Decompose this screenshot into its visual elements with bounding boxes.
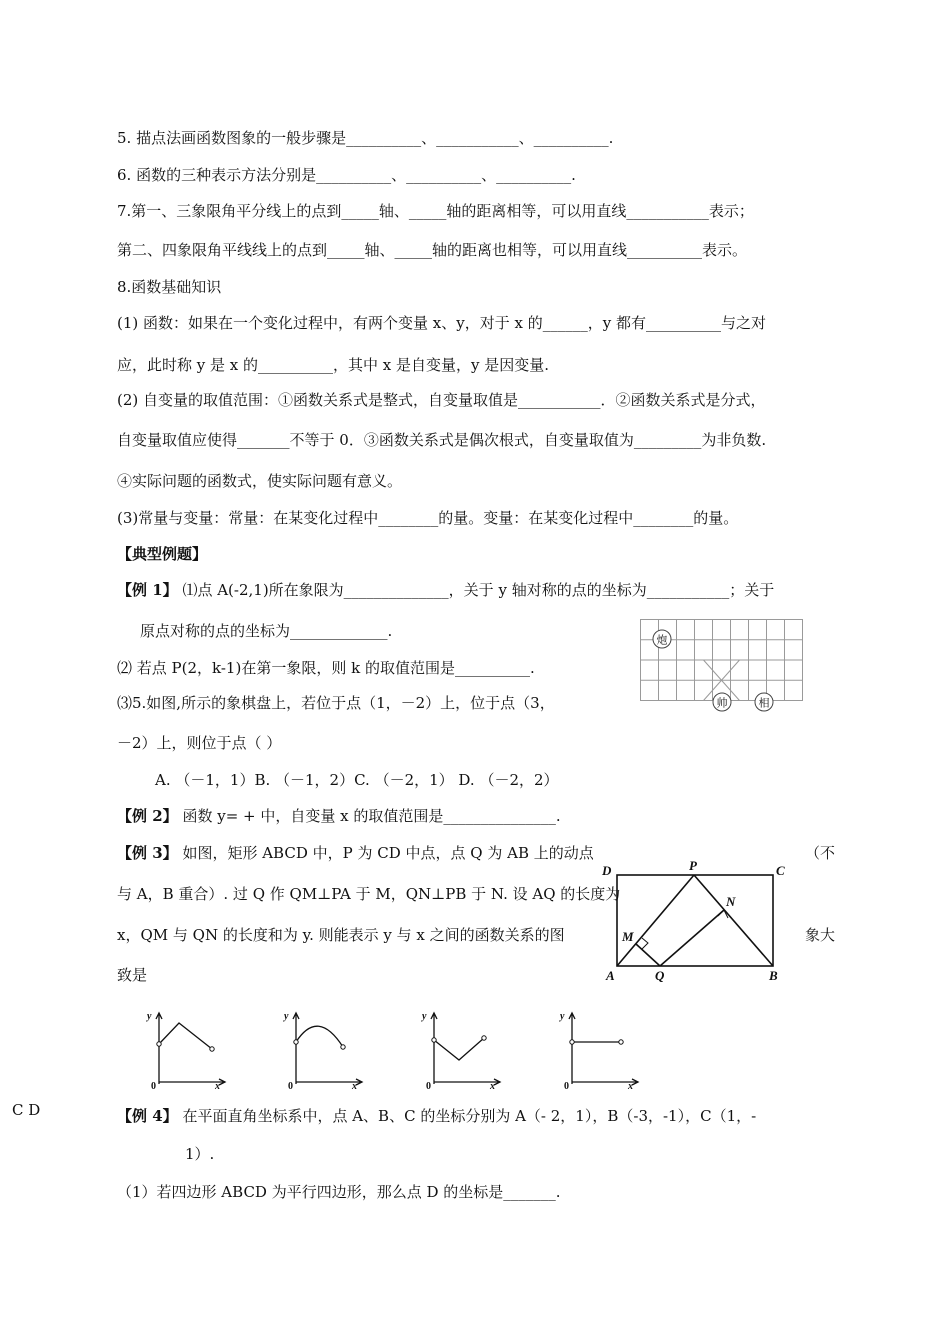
question-7-line-2: 第二、四象限角平线线上的点到_____轴、_____轴的距离也相等，可以用直线__________表示。 [117,241,748,259]
label-n: N [726,894,736,909]
example-3-label: 【例 3】 [117,844,178,862]
label-p: P [689,858,697,873]
svg-text:x: x [628,1081,633,1090]
svg-text:0: 0 [564,1081,569,1090]
graph-a-curve [159,1023,212,1049]
label-b: B [769,968,778,983]
q8-part1-line2: 应，此时称 y 是 x 的__________，其中 x 是自变量，y 是因变量. [117,356,550,374]
example-4-line-1 [117,1106,756,1126]
question-8-title: 8.函数基础知识 [117,278,222,296]
label-m: M [622,929,634,944]
svg-text:帅: 帅 [716,697,728,710]
rectangle-abcd-figure [598,856,798,986]
example-1-text: ⑴点 A(-2,1)所在象限为______________，关于 y 轴对称的点的坐标为___________；关于 [182,581,775,599]
svg-text:炮: 炮 [656,634,668,647]
example-2 [117,806,561,826]
q8-part2-line2: 自变量取值应使得_______不等于 0．③函数关系式是偶次根式，自变量取值为_________为非负数. [117,431,767,449]
example-3-line-3: x，QM 与 QN 的长度和为 y. 则能表示 y 与 x 之间的函数关系的图 [117,926,565,944]
q8-part3: (3)常量与变量：常量：在某变化过程中________的量。变量：在某变化过程中________的量。 [117,509,739,527]
example-1-options: A. （－1，1）B. （－1，2）C. （－2，1） D. （－2，2） [155,771,559,789]
example-3-line-1-right: （不 [805,844,836,862]
example-1-part-2: ⑵ 若点 P(2，k-1)在第一象限，则 k 的取值范围是__________. [117,659,535,677]
example-4-part-1: （1）若四边形 ABCD 为平行四边形，那么点 D 的坐标是_______. [117,1183,561,1201]
graph-b-curve [296,1026,343,1047]
rectangle-lines [617,875,773,966]
label-c: C [776,863,785,878]
example-2-text: 函数 y= + 中，自变量 x 的取值范围是_______________. [182,807,561,825]
label-a: A [606,968,615,983]
example-3-line-4: 致是 [117,966,148,984]
example-1-part-3-line-2: －2）上，则位于点（ ） [117,734,282,752]
svg-text:y: y [284,1011,289,1022]
svg-text:x: x [215,1081,220,1090]
question-7-line-1: 7.第一、三象限角平分线上的点到_____轴、_____轴的距离相等，可以用直线___________表示； [117,202,754,220]
svg-text:相: 相 [758,697,770,710]
example-4-label: 【例 4】 [117,1107,178,1125]
chess-piece-pao [653,630,671,648]
example-3-text: 如图，矩形 ABCD 中，P 为 CD 中点，点 Q 为 AB 上的动点 [182,844,594,862]
example-4-line-2: 1）. [185,1145,215,1163]
option-graph-c [420,1008,505,1090]
svg-text:0: 0 [426,1081,431,1090]
chess-piece-xiang [755,693,773,711]
example-2-label: 【例 2】 [117,807,178,825]
svg-text:x: x [490,1081,495,1090]
svg-text:0: 0 [151,1081,156,1090]
label-q: Q [655,968,665,983]
option-graph-a [145,1008,230,1090]
example-3-line-2: 与 A，B 重合）. 过 Q 作 QM⊥PA 于 M，QN⊥PB 于 N. 设 AQ 的长度为 [117,885,621,903]
example-1-line-1 [117,580,774,600]
svg-text:y: y [560,1011,565,1022]
svg-text:x: x [352,1081,357,1090]
q8-part2-line1: (2) 自变量的取值范围：①函数关系式是整式，自变量取值是___________．②函数关系式是分式， [117,391,766,409]
cd-label: C D [12,1101,41,1119]
option-graph-d [558,1008,643,1090]
question-5: 5. 描点法画函数图象的一般步骤是__________、___________、__________. [117,129,614,147]
option-graph-b [282,1008,367,1090]
label-d: D [602,863,612,878]
svg-text:y: y [147,1011,152,1022]
q8-part2-line3: ④实际问题的函数式，使实际问题有意义。 [117,472,403,490]
section-title: 【典型例题】 [117,545,208,563]
svg-text:0: 0 [288,1081,293,1090]
question-6: 6. 函数的三种表示方法分别是__________、__________、__________. [117,166,576,184]
example-3-line-3-right: 象大 [805,926,836,944]
chess-board-figure [635,616,810,716]
chess-piece-shuai [713,693,731,711]
example-1-line-2: 原点对称的点的坐标为_____________. [140,622,393,640]
example-4-text: 在平面直角坐标系中，点 A、B、C 的坐标分别为 A（- 2，1），B（-3，-1），C（1，- [182,1107,757,1125]
q8-part1-line1: (1) 函数：如果在一个变化过程中，有两个变量 x、y，对于 x 的______，y 都有__________与之对 [117,314,766,332]
example-1-part-3-line-1: ⑶5.如图,所示的象棋盘上，若位于点（1，－2）上，位于点（3， [117,694,555,712]
svg-text:y: y [422,1011,427,1022]
example-1-label: 【例 1】 [117,581,178,599]
example-3-line-1 [117,843,594,863]
graph-c-curve [434,1038,484,1060]
